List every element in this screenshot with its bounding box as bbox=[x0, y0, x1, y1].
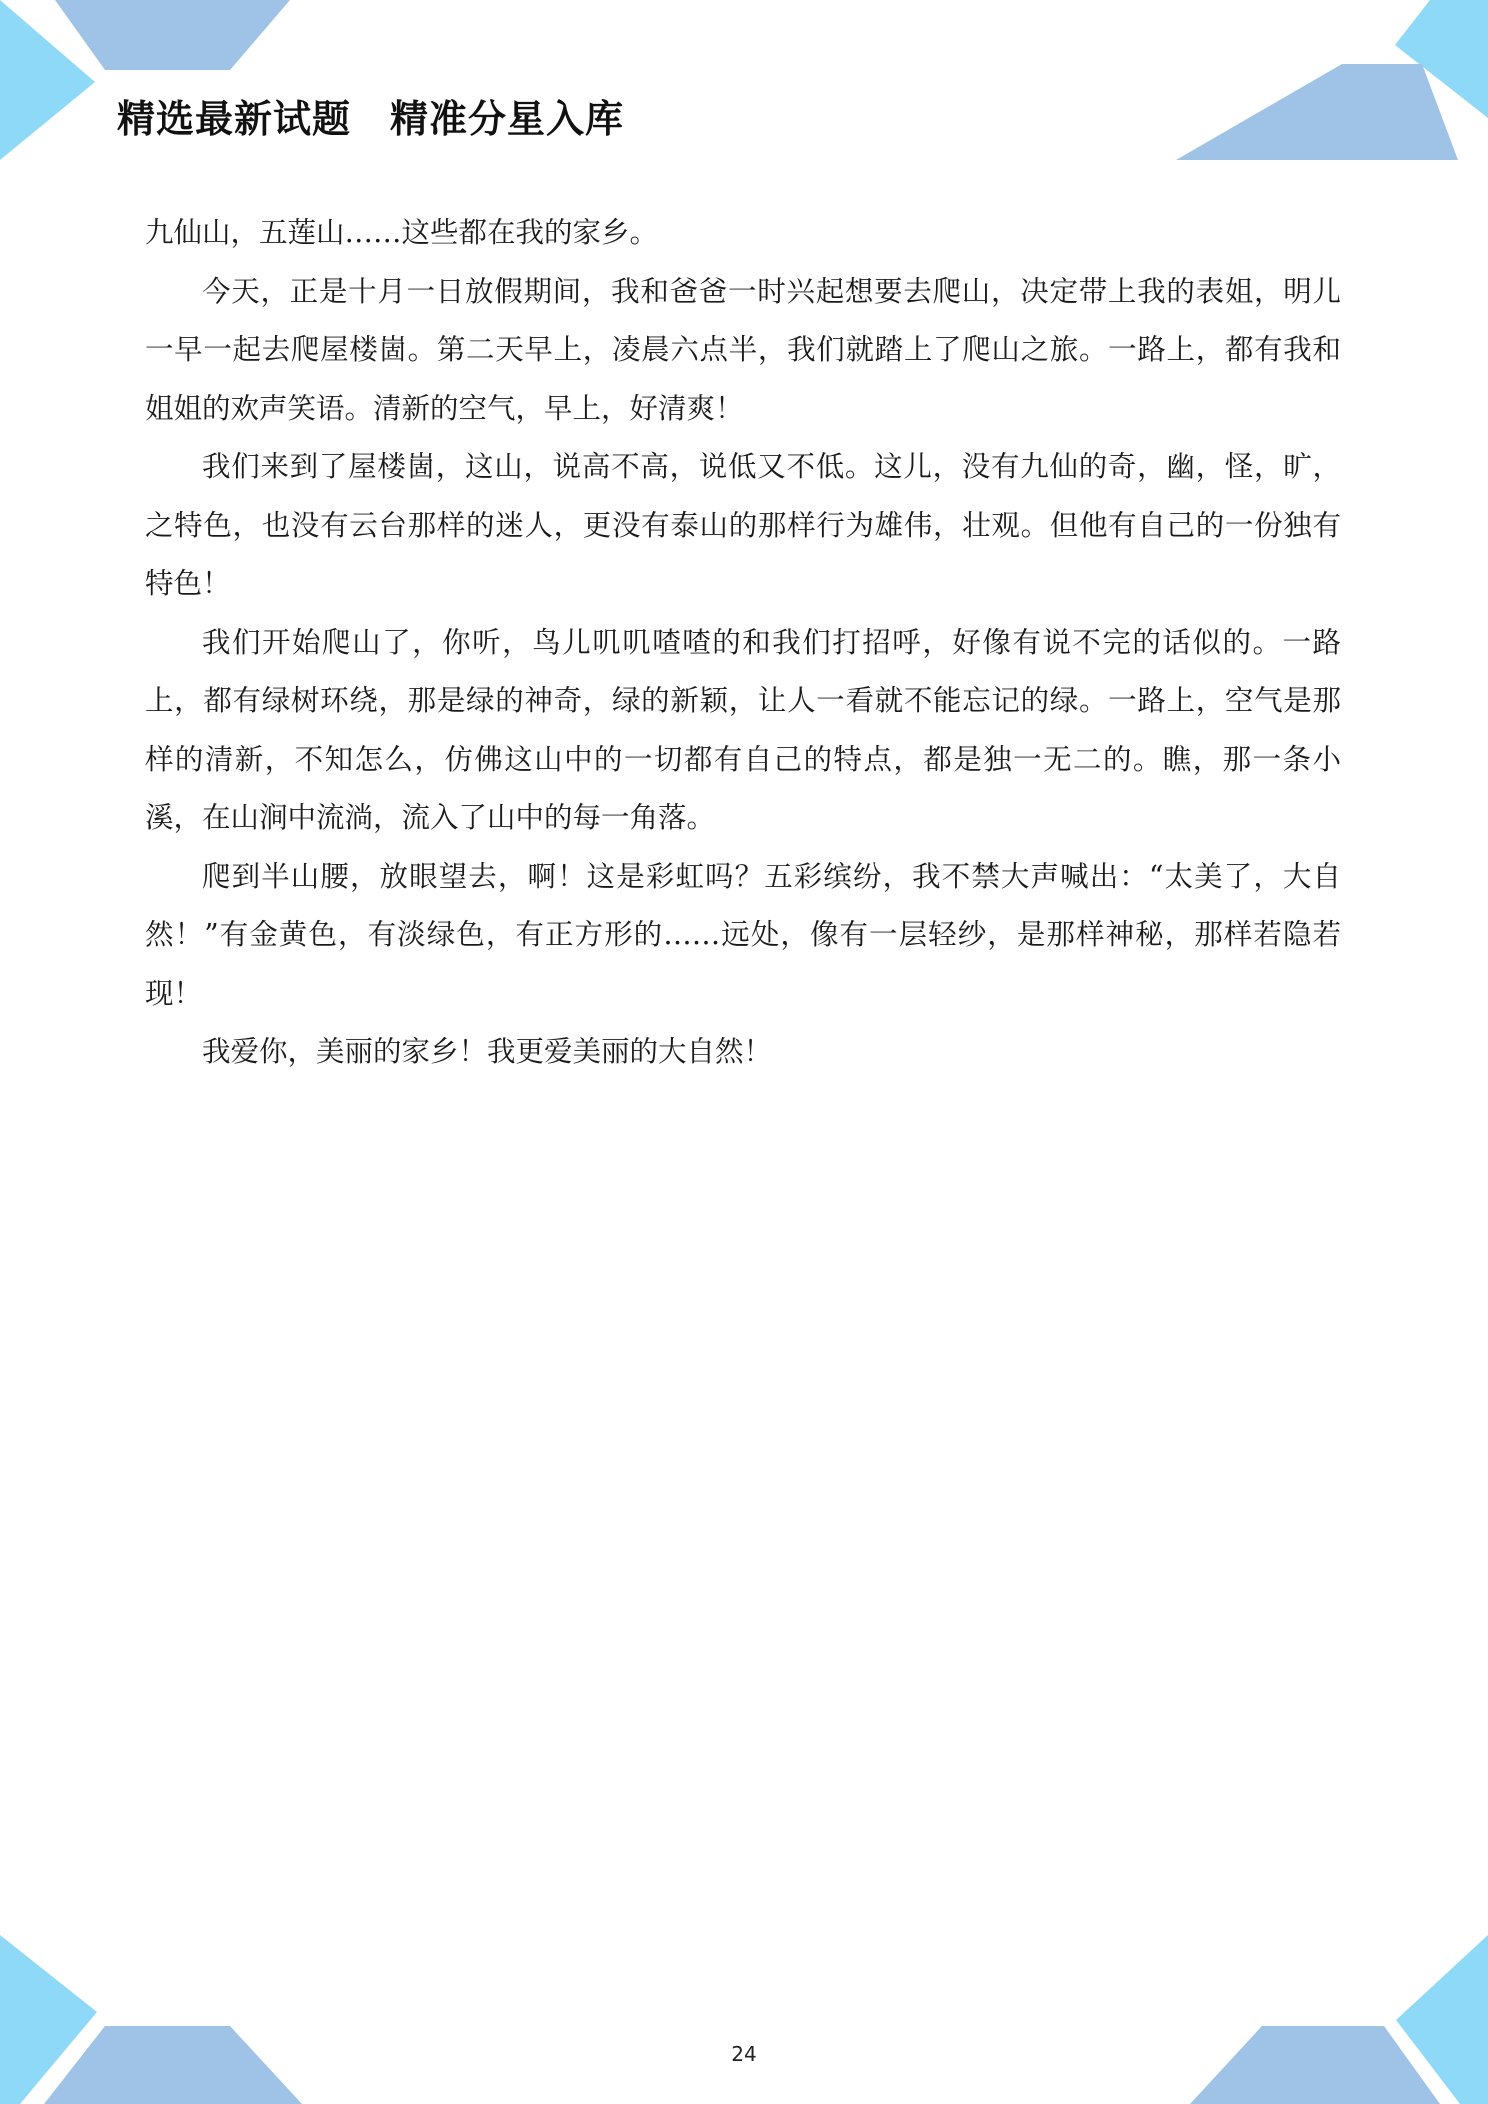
article-paragraph: 我们开始爬山了，你听，鸟儿叽叽喳喳的和我们打招呼，好像有说不完的话似的。一路上，都有绿树环绕，那是绿的神奇，绿的新颖，让人一看就不能忘记的绿。一路上，空气是那样的清新，不知怎么，仿佛这山中的一切都有自己的特点，都是独一无二的。瞧，那一条小溪，在山涧中流淌，流入了山中的每一角落。 bbox=[145, 625, 1341, 834]
header-title: 精选最新试题 精准分星入库 bbox=[117, 97, 625, 141]
article-paragraph: 我爱你，美丽的家乡！我更爱美丽的大自然！ bbox=[202, 1035, 773, 1068]
article-paragraph: 今天，正是十月一日放假期间，我和爸爸一时兴起想要去爬山，决定带上我的表姐，明儿一早一起去爬屋楼崮。第二天早上，凌晨六点半，我们就踏上了爬山之旅。一路上，都有我和姐姐的欢声笑语。清新的空气，早上，好清爽！ bbox=[145, 274, 1341, 425]
top-right-trapezoid bbox=[1176, 64, 1458, 160]
article-paragraph: 我们来到了屋楼崮，这山，说高不高，说低又不低。这儿，没有九仙的奇，幽，怪，旷，之特色，也没有云台那样的迷人，更没有泰山的那样行为雄伟，壮观。但他有自己的一份独有特色！ bbox=[145, 450, 1341, 600]
article-body bbox=[145, 204, 1341, 1082]
article-paragraph: 爬到半山腰，放眼望去，啊！这是彩虹吗？五彩缤纷，我不禁大声喊出：“太美了，大自然！”有金黄色，有淡绿色，有正方形的……远处，像有一层轻纱，是那样神秘，那样若隐若现！ bbox=[145, 859, 1341, 1010]
top-left-trapezoid bbox=[55, 0, 290, 70]
article-paragraph: 九仙山，五莲山……这些都在我的家乡。 bbox=[145, 216, 659, 249]
page-number: 24 bbox=[731, 2042, 757, 2066]
